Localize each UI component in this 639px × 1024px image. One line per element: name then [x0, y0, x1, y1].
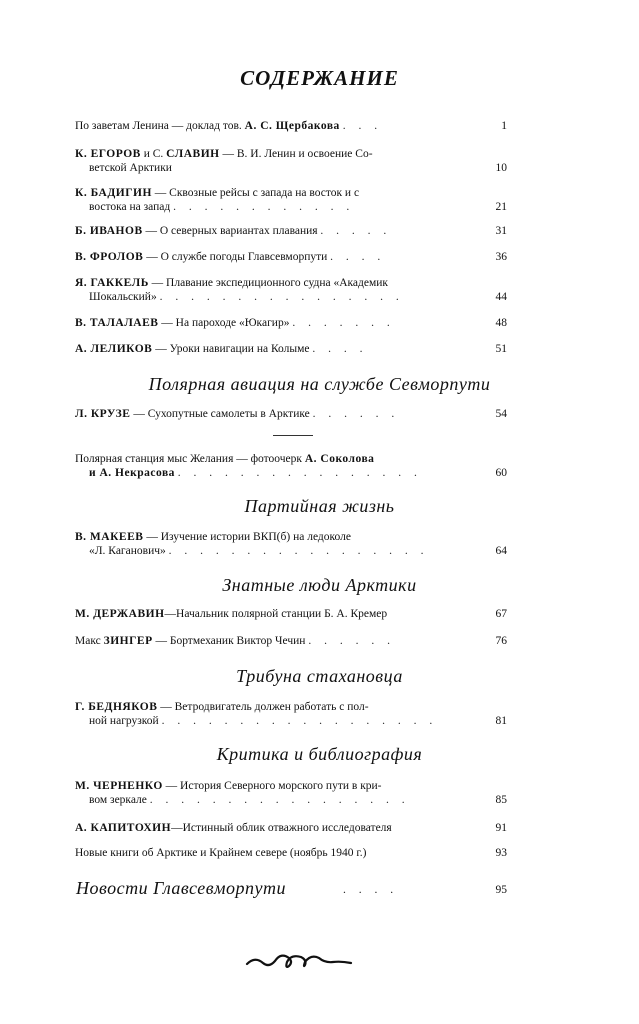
entry-author: А. КАПИТОХИН	[75, 822, 172, 834]
entry-author: Б. ИВАНОВ	[75, 225, 143, 237]
toc-entry[interactable]: Полярная станция мыс Желания — фотоочерк А. Соколова и А. Некрасова . . . . . . . . . . . . . . . . 60	[75, 453, 507, 479]
entry-text: — Бортмеханик Виктор Чечин	[152, 635, 306, 647]
entry-text: — О северных вариантах плавания	[142, 225, 318, 237]
page-number: 85	[495, 794, 507, 806]
entry-text: —Истинный облик отважного исследователя	[171, 822, 392, 834]
entry-author: В. ФРОЛОВ	[75, 251, 144, 263]
entry-author: Л. КРУЗЕ	[75, 408, 131, 420]
page-number: 54	[495, 408, 507, 420]
toc-entry[interactable]: А. ЛЕЛИКОВ — Уроки навигации на Колыме . . . . 51	[75, 343, 507, 355]
entry-text-cont: Шокальский»	[89, 291, 157, 303]
entry-text: По заветам Ленина — доклад тов.	[75, 120, 242, 132]
entry-text: — О службе погоды Главсевморпути	[143, 251, 328, 263]
entry-author: К. БАДИГИН	[75, 187, 152, 199]
entry-author: В. ТАЛАЛАЕВ	[75, 317, 159, 329]
entry-text: — На пароходе «Юкагир»	[158, 317, 290, 329]
page-number: 31	[495, 225, 507, 237]
entry-text-cont: «Л. Каганович»	[89, 545, 166, 557]
entry-author: М. ЧЕРНЕНКО	[75, 780, 163, 792]
page-number: 44	[495, 291, 507, 303]
entry-author: ЗИНГЕР	[103, 635, 153, 647]
entry-author: А. ЛЕЛИКОВ	[75, 343, 153, 355]
entry-text: Макс	[75, 635, 104, 647]
entry-text: — Уроки навигации на Колыме	[152, 343, 310, 355]
toc-entry[interactable]: Макс ЗИНГЕР — Бортмеханик Виктор Чечин . . . . . . 76	[75, 635, 507, 647]
toc-entry[interactable]: Л. КРУЗЕ — Сухопутные самолеты в Арктике . . . . . . 54	[75, 408, 507, 420]
entry-author: К. ЕГОРОВ	[75, 148, 141, 160]
entry-text-cont: востока на запад	[89, 201, 171, 213]
entry-author: В. МАКЕЕВ	[75, 531, 144, 543]
page-number: 10	[495, 162, 507, 174]
section-heading: Знатные люди Арктики	[222, 575, 417, 595]
toc-entry[interactable]: В. ТАЛАЛАЕВ — На пароходе «Юкагир» . . . . . . . 48	[75, 317, 507, 329]
leader-dots: . . . .	[343, 884, 399, 896]
page-number: 95	[495, 884, 507, 896]
entry-author-cont: и А. Некрасова	[89, 467, 175, 479]
entry-text: — История Северного морского пути в кри-	[162, 780, 382, 792]
entry-author: А. С. Щербакова	[244, 120, 340, 132]
entry-text: — Сухопутные самолеты в Арктике	[130, 408, 310, 420]
toc-entry[interactable]	[75, 147, 507, 175]
toc-entry[interactable]	[75, 607, 507, 621]
page-number: 21	[495, 201, 507, 213]
section-heading: Полярная авиация на службе Севморпути	[148, 374, 491, 394]
entry-text-cont: ной нагрузкой	[89, 715, 159, 727]
page-number: 67	[495, 608, 507, 620]
page-number: 51	[495, 343, 507, 355]
entry-text-cont: вом зеркале	[89, 794, 147, 806]
page-number: 60	[495, 467, 507, 479]
page-number: 93	[495, 847, 507, 859]
divider	[273, 435, 313, 436]
toc-entry[interactable]	[75, 846, 507, 860]
entry-text: — Сквозные рейсы с запада на восток и с	[151, 187, 360, 199]
toc-entry[interactable]: К. БАДИГИН — Сквозные рейсы с запада на восток и с востока на запад . . . . . . . . . . . . 21	[75, 187, 507, 213]
entry-text: — Изучение истории ВКП(б) на ледоколе	[143, 531, 351, 543]
entry-text: —Начальник полярной станции Б. А. Кремер	[164, 608, 388, 620]
entry-text: Полярная станция мыс Желания — фотоочерк	[75, 453, 305, 465]
entry-author: Г. БЕДНЯКОВ	[75, 701, 158, 713]
toc-entry[interactable]: В. МАКЕЕВ — Изучение истории ВКП(б) на ледоколе «Л. Каганович» . . . . . . . . . . . . . . . . . 64	[75, 531, 507, 557]
entry-author: Я. ГАККЕЛЬ	[75, 277, 149, 289]
entry-text: — Ветродвигатель должен работать с пол-	[157, 701, 369, 713]
page-number: 48	[495, 317, 507, 329]
entry-text: — Плавание экспедиционного судна «Академик	[148, 277, 389, 289]
page-title: СОДЕРЖАНИЕ	[240, 66, 399, 90]
page-number: 64	[495, 545, 507, 557]
page-number: 36	[495, 251, 507, 263]
page-number: 91	[495, 822, 507, 834]
toc-entry[interactable]: Я. ГАККЕЛЬ — Плавание экспедиционного судна «Академик Шокальский» . . . . . . . . . . . . . . . . 44	[75, 277, 507, 303]
section-heading: Критика и библиография	[216, 744, 423, 764]
section-heading: Партийная жизнь	[244, 496, 395, 516]
section-heading-news[interactable]: Новости Главсевморпути	[76, 878, 287, 898]
page-number: 76	[495, 635, 507, 647]
section-heading: Трибуна стахановца	[236, 666, 403, 686]
ornament-icon	[245, 944, 355, 974]
entry-text: — В. И. Ленин и освоение Со-	[219, 148, 373, 160]
entry-author: М. ДЕРЖАВИН	[75, 608, 165, 620]
toc-entry[interactable]: М. ЧЕРНЕНКО — История Северного морского пути в кри- вом зеркале . . . . . . . . . . . . . . . . . 85	[75, 780, 507, 806]
toc-entry[interactable]: Б. ИВАНОВ — О северных вариантах плавания . . . . . 31	[75, 225, 507, 237]
entry-text-cont: ветской Арктики	[89, 162, 172, 174]
toc-entry[interactable]: В. ФРОЛОВ — О службе погоды Главсевморпути . . . . 36	[75, 251, 507, 263]
toc-entry[interactable]	[75, 821, 507, 835]
page-number: 1	[501, 120, 507, 132]
entry-author: А. Соколова	[304, 453, 375, 465]
entry-author: СЛАВИН	[166, 148, 220, 160]
toc-entry[interactable]: По заветам Ленина — доклад тов. А. С. Щербакова . . . 1	[75, 120, 507, 132]
toc-entry[interactable]: Г. БЕДНЯКОВ — Ветродвигатель должен работать с пол- ной нагрузкой . . . . . . . . . . . . . . . . . . 81	[75, 701, 507, 727]
entry-text: и С.	[140, 148, 167, 160]
entry-text: Новые книги об Арктике и Крайнем севере (ноябрь 1940 г.)	[75, 847, 367, 859]
page-number: 81	[495, 715, 507, 727]
